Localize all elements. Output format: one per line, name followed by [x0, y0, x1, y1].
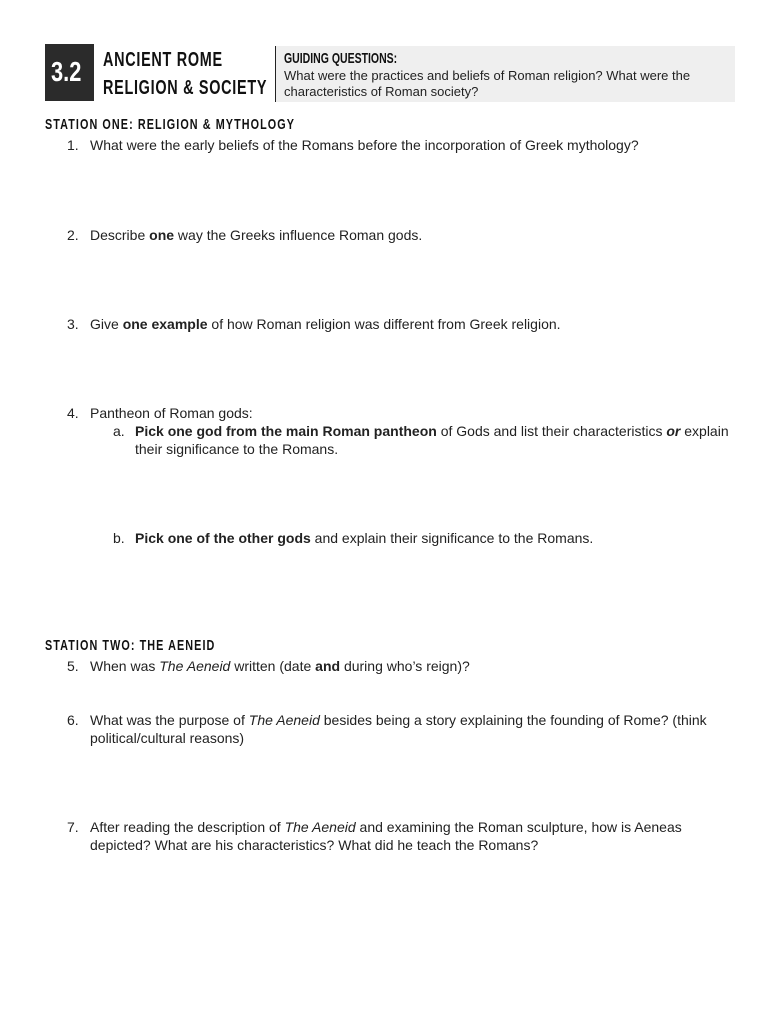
question-number: 6. — [67, 712, 79, 728]
guiding-questions-label: GUIDING QUESTIONS: — [284, 50, 398, 67]
guiding-questions-box — [275, 46, 735, 102]
question-text: What were the early beliefs of the Romans before the incorporation of Greek mythology? — [90, 137, 639, 153]
question-text: Give one example of how Roman religion was different from Greek religion. — [90, 316, 561, 332]
question-number: 3. — [67, 316, 79, 332]
question-number: b. — [113, 530, 125, 546]
question-number: 2. — [67, 227, 79, 243]
question-text: Describe one way the Greeks influence Roman gods. — [90, 227, 423, 243]
page-title-line2: RELIGION & SOCIETY — [103, 77, 268, 99]
question-text: Pantheon of Roman gods: — [90, 405, 253, 421]
question-text: Pick one god from the main Roman pantheon of Gods and list their characteristics or explain their significance to the Romans. — [135, 423, 729, 457]
page-title-line1: ANCIENT ROME — [103, 49, 223, 71]
question-number: 7. — [67, 819, 79, 835]
question-text: When was The Aeneid written (date and during who’s reign)? — [90, 658, 470, 674]
station-one-heading: STATION ONE: RELIGION & MYTHOLOGY — [45, 116, 296, 133]
guiding-questions-text: What were the practices and beliefs of Roman religion? What were the characteristics of Roman society? — [284, 68, 691, 99]
question-number: 5. — [67, 658, 79, 674]
question-number: a. — [113, 423, 125, 439]
question-text: After reading the description of The Aeneid and examining the Roman sculpture, how is Aeneas depicted? What are his characteristics? What did he teach the Romans? — [90, 819, 682, 853]
question-text: What was the purpose of The Aeneid besides being a story explaining the founding of Rome? (think political/cultural reasons) — [90, 712, 707, 746]
question-number: 4. — [67, 405, 79, 421]
unit-number-badge — [45, 44, 94, 101]
unit-number: 3.2 — [51, 56, 82, 87]
question-number: 1. — [67, 137, 79, 153]
station-two-heading: STATION TWO: THE AENEID — [45, 637, 216, 654]
question-text: Pick one of the other gods and explain their significance to the Romans. — [135, 530, 594, 546]
